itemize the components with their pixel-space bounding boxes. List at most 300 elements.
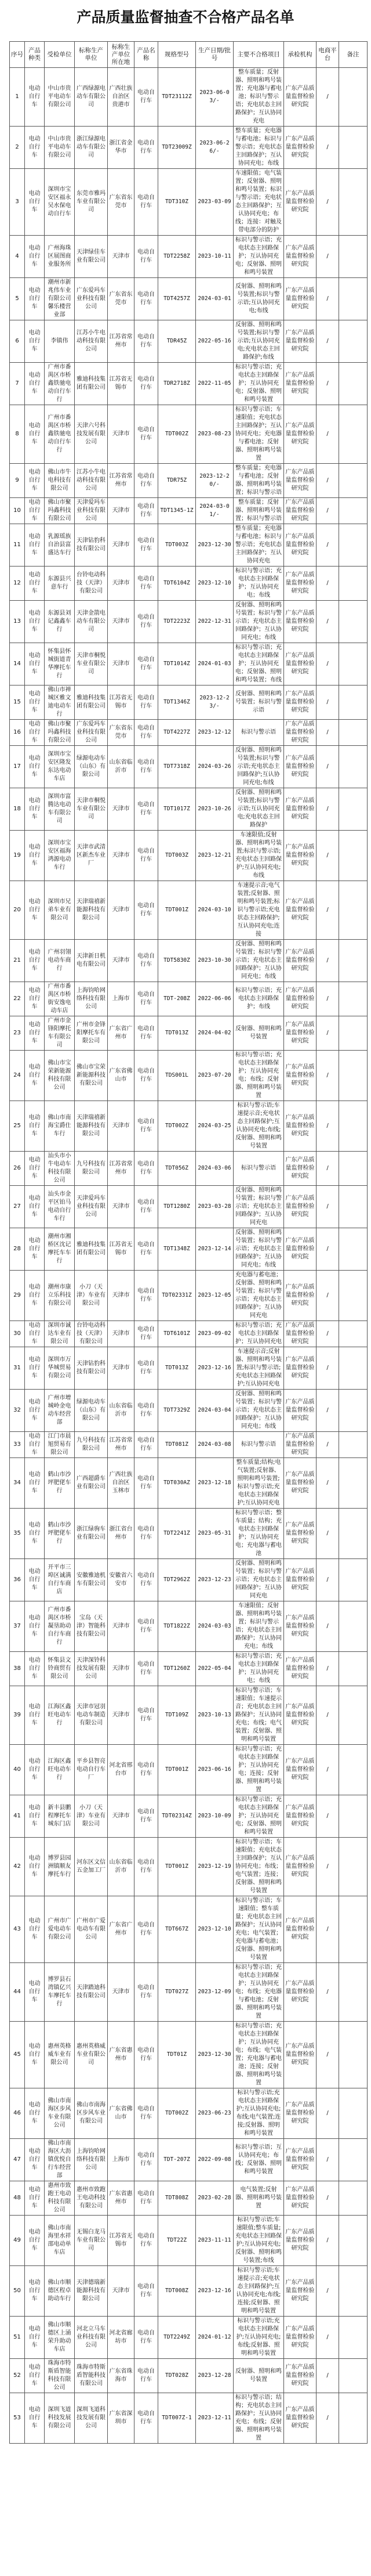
column-header-inspected-unit: 受检单位	[45, 42, 75, 68]
cell-producer-location: 江苏省无锡市	[108, 2216, 134, 2266]
cell-testing-agency: 广东产品质量监督检验研究院	[284, 2181, 317, 2216]
cell-testing-agency: 广东产品质量监督检验研究院	[284, 2359, 317, 2393]
cell-category: 电动自行车	[25, 1432, 45, 1458]
cell-model: TDT7329Z	[158, 1390, 196, 1432]
cell-producer-location: 广东省东莞市	[108, 169, 134, 236]
cell-category: 电动自行车	[25, 2266, 45, 2317]
cell-production-date: 2023-12-10	[196, 567, 234, 601]
cell-remark	[339, 2359, 368, 2393]
cell-ecommerce-platform: /	[317, 127, 339, 169]
cell-nonconforming-items: 标识与警示语；充电状态主回路保护；互认协同充电；布线	[234, 1652, 284, 1686]
cell-nonconforming-items: 车速提示音;反射器、照明和鸣号装置;标识与警示语;充电状态主回路保护;互认协同充电	[234, 1347, 284, 1390]
cell-category: 电动自行车	[25, 746, 45, 788]
cell-model: TDT013Z	[158, 1347, 196, 1390]
cell-product-name: 电动自行车	[134, 643, 158, 686]
table-row	[10, 1838, 368, 1896]
cell-nonconforming-items: 标识与警示语；互认协同充电；布线；反射器、照明和鸣号装置	[234, 2139, 284, 2181]
cell-nonconforming-items: 标识与警示语;充电状态主回路保护;互认协同充电;布线;反射器、照明和鸣号装置	[234, 2317, 284, 2359]
cell-product-name: 电动自行车	[134, 2317, 158, 2359]
table-row	[10, 464, 368, 498]
cell-category: 电动自行车	[25, 1601, 45, 1652]
cell-producer-location: 广东省佛山市	[108, 2088, 134, 2139]
cell-seq: 12	[10, 567, 25, 601]
cell-producer-location: 天津市	[108, 1101, 134, 1152]
cell-testing-agency: 广东产品质量监督检验研究院	[284, 1390, 317, 1432]
table-row	[10, 1228, 368, 1271]
cell-testing-agency: 广东产品质量监督检验研究院	[284, 1101, 317, 1152]
cell-nonconforming-items: 反射器、照明和鸣号装置;标识与警示语;充电状态主回路保护;互认协同充电;布线	[234, 746, 284, 788]
cell-inspected-unit: 广州市金锋阳摩托车有限公司	[45, 1016, 75, 1051]
cell-production-date: 2024-03-01	[196, 278, 234, 320]
cell-remark	[339, 686, 368, 720]
cell-category: 电动自行车	[25, 2022, 45, 2088]
cell-testing-agency: 广东产品质量监督检验研究院	[284, 643, 317, 686]
table-row	[10, 2181, 368, 2216]
cell-producer: 广州市广爱电动车有限公司	[75, 1896, 108, 1963]
cell-production-date: 2023-07-20	[196, 1051, 234, 1101]
cell-producer-location: 广东省惠州市	[108, 2022, 134, 2088]
cell-seq: 5	[10, 278, 25, 320]
cell-model: TDT01Z	[158, 2022, 196, 2088]
table-row	[10, 1101, 368, 1152]
cell-producer-location: 河北省廊坊市	[108, 2317, 134, 2359]
cell-remark	[339, 1652, 368, 1686]
cell-inspected-unit: 博罗县石湾镇亿兴车摩托车行	[45, 1963, 75, 2022]
cell-remark	[339, 1321, 368, 1347]
cell-seq: 20	[10, 881, 25, 940]
cell-seq: 43	[10, 1896, 25, 1963]
cell-inspected-unit: 深圳市富腾达电动车有限公司	[45, 788, 75, 831]
cell-product-name: 电动自行车	[134, 1686, 158, 1745]
cell-producer: 天津踏迪科技有限公司	[75, 1963, 108, 2022]
cell-ecommerce-platform: /	[317, 1186, 339, 1228]
cell-category: 电动自行车	[25, 1271, 45, 1321]
cell-nonconforming-items: 标识与警示语	[234, 720, 284, 746]
cell-producer: 天津市武清区新杰车业厂	[75, 831, 108, 881]
cell-production-date: 2024-04-02	[196, 1016, 234, 1051]
cell-producer: 无锡白龙马车业有限公司	[75, 2216, 108, 2266]
cell-producer: 广西超爵车业有限公司	[75, 1458, 108, 1509]
cell-product-name: 电动自行车	[134, 405, 158, 464]
cell-producer-location: 安徽省六安市	[108, 1559, 134, 1601]
cell-producer-location: 广东省惠州市	[108, 2181, 134, 2216]
cell-seq: 37	[10, 1601, 25, 1652]
cell-model: TDT109Z	[158, 1686, 196, 1745]
cell-model: TDT7318Z	[158, 746, 196, 788]
cell-seq: 21	[10, 940, 25, 982]
cell-testing-agency: 广东产品质量监督检验研究院	[284, 405, 317, 464]
cell-seq: 34	[10, 1458, 25, 1509]
table-row	[10, 524, 368, 567]
table-row	[10, 1795, 368, 1838]
cell-producer: 上海钧哈网络科技有限公司	[75, 2139, 108, 2181]
cell-testing-agency: 广东产品质量监督检验研究院	[284, 1458, 317, 1509]
cell-seq: 49	[10, 2216, 25, 2266]
cell-inspected-unit: 潮州市康立乐科技有限公司	[45, 1271, 75, 1321]
cell-nonconforming-items: 标识与警示语；充电状态主回路保护；布线	[234, 982, 284, 1016]
cell-category: 电动自行车	[25, 1745, 45, 1795]
cell-seq: 22	[10, 982, 25, 1016]
cell-remark	[339, 405, 368, 464]
cell-remark	[339, 1432, 368, 1458]
cell-product-name: 电动自行车	[134, 278, 158, 320]
cell-ecommerce-platform: /	[317, 363, 339, 405]
cell-producer-location: 广西壮族自治区 贵港市	[108, 68, 134, 127]
cell-seq: 47	[10, 2139, 25, 2181]
cell-model: TDT081Z	[158, 1432, 196, 1458]
cell-seq: 1	[10, 68, 25, 127]
cell-production-date: 2024-03-08	[196, 1432, 234, 1458]
cell-seq: 42	[10, 1838, 25, 1896]
cell-ecommerce-platform: /	[317, 788, 339, 831]
cell-producer-location: 浙江省金华市	[108, 127, 134, 169]
cell-production-date: 2023-10-13	[196, 1686, 234, 1745]
cell-producer: 东莞市雅玛车业有限公司	[75, 169, 108, 236]
table-row	[10, 2317, 368, 2359]
cell-producer: 惠州市致跑王电动科技有限公司	[75, 2181, 108, 2216]
cell-model: TDT4257Z	[158, 278, 196, 320]
cell-remark	[339, 1016, 368, 1051]
cell-ecommerce-platform: /	[317, 1432, 339, 1458]
table-row	[10, 1652, 368, 1686]
cell-model: TDT013Z	[158, 1016, 196, 1051]
cell-inspected-unit: 东源县刘记鑫鑫车行	[45, 601, 75, 643]
cell-remark	[339, 68, 368, 127]
table-row	[10, 982, 368, 1016]
cell-producer: 小刀（天津）车业有限公司	[75, 1271, 108, 1321]
cell-product-name: 电动自行车	[134, 1390, 158, 1432]
cell-producer-location: 天津市	[108, 1795, 134, 1838]
cell-model: TDT808Z	[158, 2181, 196, 2216]
cell-producer: 天津钻豹科技有限公司	[75, 524, 108, 567]
cell-inspected-unit: 新丰县鹏程摩托车城东门店	[45, 1795, 75, 1838]
cell-testing-agency: 广东产品质量监督检验研究院	[284, 1016, 317, 1051]
cell-producer: 珠海市特斯盾智能科技有限公司	[75, 2359, 108, 2393]
cell-inspected-unit: 佛山市禅城区雅文迪电动车行	[45, 686, 75, 720]
column-header-production-date: 生产日期/批号	[196, 42, 234, 68]
cell-category: 电动自行车	[25, 686, 45, 720]
cell-ecommerce-platform: /	[317, 524, 339, 567]
cell-nonconforming-items: 反射器、照明和鸣号装置；标识与警示语；充电状态主回路保护；互认协同充电；布线	[234, 1390, 284, 1432]
table-row	[10, 169, 368, 236]
cell-product-name: 电动自行车	[134, 1509, 158, 1559]
table-row	[10, 1745, 368, 1795]
cell-producer-location: 天津市	[108, 1652, 134, 1686]
cell-testing-agency: 广东产品质量监督检验研究院	[284, 278, 317, 320]
cell-seq: 44	[10, 1963, 25, 2022]
cell-remark	[339, 720, 368, 746]
cell-testing-agency: 广东产品质量监督检验研究院	[284, 720, 317, 746]
table-row	[10, 788, 368, 831]
cell-producer-location: 天津市	[108, 1601, 134, 1652]
cell-remark	[339, 1963, 368, 2022]
cell-remark	[339, 1271, 368, 1321]
cell-remark	[339, 169, 368, 236]
cell-remark	[339, 236, 368, 278]
cell-testing-agency: 广东产品质量监督检验研究院	[284, 320, 317, 363]
cell-production-date: 2023-12-18	[196, 1458, 234, 1509]
cell-model: TDT667Z	[158, 1896, 196, 1963]
cell-category: 电动自行车	[25, 320, 45, 363]
cell-producer-location: 江苏省无锡市	[108, 1228, 134, 1271]
cell-ecommerce-platform: /	[317, 2216, 339, 2266]
cell-remark	[339, 567, 368, 601]
cell-product-name: 电动自行车	[134, 1652, 158, 1686]
cell-producer: 广西绿源电动车有限公司	[75, 68, 108, 127]
cell-ecommerce-platform: /	[317, 2393, 339, 2444]
cell-producer: 河东区文信五金加工厂	[75, 1838, 108, 1896]
cell-remark	[339, 2393, 368, 2444]
cell-seq: 3	[10, 169, 25, 236]
cell-producer: 平乡县智亮电动自行车厂	[75, 1745, 108, 1795]
cell-model: TDT6101Z	[158, 1321, 196, 1347]
cell-ecommerce-platform: /	[317, 1347, 339, 1390]
cell-ecommerce-platform: /	[317, 1152, 339, 1186]
cell-remark	[339, 1347, 368, 1390]
cell-producer-location: 天津市	[108, 1963, 134, 2022]
cell-nonconforming-items: 标识与警示语；充电状态主回路保护；互认协同充电；布线；电气装置；充电器与蓄电池；连接；反射器、照明和鸣号装置	[234, 2022, 284, 2088]
cell-testing-agency: 广东产品质量监督检验研究院	[284, 363, 317, 405]
cell-production-date: 2023-10-30	[196, 940, 234, 982]
cell-ecommerce-platform: /	[317, 1652, 339, 1686]
table-row	[10, 1186, 368, 1228]
cell-production-date: 2022-11-05	[196, 363, 234, 405]
cell-ecommerce-platform: /	[317, 686, 339, 720]
cell-remark	[339, 1795, 368, 1838]
cell-product-name: 电动自行车	[134, 1795, 158, 1838]
cell-production-date: 2023-12-19	[196, 1838, 234, 1896]
cell-inspected-unit: 怀集县文铃商贸有限公司	[45, 1652, 75, 1686]
cell-ecommerce-platform: /	[317, 236, 339, 278]
cell-testing-agency: 广东产品质量监督检验研究院	[284, 1321, 317, 1347]
cell-nonconforming-items: 反射器、照明和鸣号装置	[234, 1016, 284, 1051]
cell-product-name: 电动自行车	[134, 68, 158, 127]
cell-production-date: 2022-06-06	[196, 982, 234, 1016]
cell-seq: 31	[10, 1347, 25, 1390]
cell-seq: 23	[10, 1016, 25, 1051]
cell-producer-location: 浙江省台州市	[108, 1509, 134, 1559]
cell-inspected-unit: 佛山市牛电科技有限公司	[45, 464, 75, 498]
cell-production-date: 2023-03-28	[196, 1186, 234, 1228]
cell-producer: 广东爱玛车业科技有限公司	[75, 720, 108, 746]
cell-product-name: 电动自行车	[134, 2088, 158, 2139]
cell-seq: 18	[10, 788, 25, 831]
cell-nonconforming-items: 反射器、照明和鸣号装置；标识与警示语；充电状态主回路保护；互认协同充电；布线	[234, 601, 284, 643]
table-row	[10, 746, 368, 788]
cell-testing-agency: 广东产品质量监督检验研究院	[284, 2022, 317, 2088]
cell-ecommerce-platform: /	[317, 1321, 339, 1347]
cell-product-name: 电动自行车	[134, 1896, 158, 1963]
cell-production-date: 2023-10-11	[196, 236, 234, 278]
cell-category: 电动自行车	[25, 1228, 45, 1271]
table-row	[10, 601, 368, 643]
cell-product-name: 电动自行车	[134, 940, 158, 982]
cell-product-name: 电动自行车	[134, 2266, 158, 2317]
cell-ecommerce-platform: /	[317, 720, 339, 746]
cell-remark	[339, 881, 368, 940]
table-row	[10, 1509, 368, 1559]
cell-category: 电动自行车	[25, 2139, 45, 2181]
cell-production-date: 2023-12-23/-	[196, 686, 234, 720]
table-row	[10, 567, 368, 601]
cell-testing-agency: 广东产品质量监督检验研究院	[284, 1559, 317, 1601]
table-row	[10, 643, 368, 686]
cell-production-date: 2024-03-01/-	[196, 498, 234, 524]
cell-producer: 江苏小牛电动科技有限公司	[75, 320, 108, 363]
cell-model: TDT002Z	[158, 1101, 196, 1152]
cell-inspected-unit: 开平市三埠区诚满自行车商店	[45, 1559, 75, 1601]
table-row	[10, 2088, 368, 2139]
cell-remark	[339, 2266, 368, 2317]
cell-product-name: 电动自行车	[134, 1186, 158, 1228]
cell-testing-agency: 广东产品质量监督检验研究院	[284, 2317, 317, 2359]
cell-producer-location: 天津市	[108, 498, 134, 524]
cell-producer-location: 天津市	[108, 1347, 134, 1390]
cell-ecommerce-platform: /	[317, 2266, 339, 2317]
cell-producer-location: 天津市	[108, 2266, 134, 2317]
cell-producer: 雅迪科技集团有限公司	[75, 1228, 108, 1271]
cell-inspected-unit: 佛山市聚玛鑫科技有限公司	[45, 720, 75, 746]
cell-inspected-unit: 广州市增城岭金电动车经营部	[45, 1390, 75, 1432]
cell-nonconforming-items: 充电器与蓄电池；反射器、照明和鸣号装置；标识与警示语；充电状态主回路保护；互认协同充电	[234, 1271, 284, 1321]
cell-nonconforming-items: 整车质量；充电器与蓄电池；标识与警示语；充电状态主回路保护；互认协同充电	[234, 524, 284, 567]
cell-remark	[339, 2022, 368, 2088]
cell-ecommerce-platform: /	[317, 1458, 339, 1509]
table-row	[10, 940, 368, 982]
cell-testing-agency: 广东产品质量监督检验研究院	[284, 1271, 317, 1321]
cell-product-name: 电动自行车	[134, 1347, 158, 1390]
cell-ecommerce-platform: /	[317, 1838, 339, 1896]
cell-remark	[339, 363, 368, 405]
cell-producer: 天津新日机电有限公司	[75, 940, 108, 982]
cell-production-date: 2024-03-04	[196, 1390, 234, 1432]
cell-seq: 52	[10, 2359, 25, 2393]
table-row	[10, 1152, 368, 1186]
cell-seq: 38	[10, 1652, 25, 1686]
column-header-remark: 备注	[339, 42, 368, 68]
cell-testing-agency: 广东产品质量监督检验研究院	[284, 68, 317, 127]
cell-testing-agency: 广东产品质量监督检验研究院	[284, 236, 317, 278]
cell-product-name: 电动自行车	[134, 1321, 158, 1347]
cell-producer: 天津钻豹科技有限公司	[75, 1347, 108, 1390]
cell-seq: 2	[10, 127, 25, 169]
cell-nonconforming-items: 标识与警示语；车速限值；整车质量；充电状态主回路保护；互认协同充电；电气装置；充电器与蓄电池；反射器、照明和鸣号装置	[234, 1896, 284, 1963]
cell-producer-location: 天津市	[108, 1271, 134, 1321]
cell-remark	[339, 1686, 368, 1745]
cell-category: 电动自行车	[25, 1963, 45, 2022]
table-row	[10, 1963, 368, 2022]
cell-category: 电动自行车	[25, 2359, 45, 2393]
cell-product-name: 电动自行车	[134, 1838, 158, 1896]
cell-model: TDT02331Z	[158, 1271, 196, 1321]
cell-inspected-unit: 珠海市特斯盾智能科技有限公司	[45, 2359, 75, 2393]
table-row	[10, 831, 368, 881]
cell-producer-location: 天津市	[108, 601, 134, 643]
cell-inspected-unit: 深圳市诚达车业有限公司	[45, 1321, 75, 1347]
cell-model: TDT027Z	[158, 1963, 196, 2022]
table-row	[10, 1601, 368, 1652]
cell-inspected-unit: 广州羽翎电动车商行	[45, 940, 75, 982]
cell-producer: 天津绿佳车业有限公司	[75, 236, 108, 278]
cell-testing-agency: 广东产品质量监督检验研究院	[284, 1896, 317, 1963]
cell-nonconforming-items: 标识与警示语；充电状态主回路保护；互认协同充电；反射器、照明和鸣号装置；布线	[234, 643, 284, 686]
cell-producer-location: 江苏省常州市	[108, 464, 134, 498]
cell-inspected-unit: 汕头市金平区铂马电动自行车行	[45, 1186, 75, 1228]
cell-product-name: 电动自行车	[134, 788, 158, 831]
cell-producer-location: 山东省临沂市	[108, 1838, 134, 1896]
cell-producer-location: 天津市	[108, 788, 134, 831]
cell-nonconforming-items: 标识与警示语；充电状态主回路保护；互认协同充电；反射器、照明和鸣号装置	[234, 236, 284, 278]
table-row	[10, 127, 368, 169]
cell-product-name: 电动自行车	[134, 2359, 158, 2393]
cell-product-name: 电动自行车	[134, 1016, 158, 1051]
cell-category: 电动自行车	[25, 1101, 45, 1152]
cell-production-date: 2024-01-12	[196, 2317, 234, 2359]
cell-category: 电动自行车	[25, 68, 45, 127]
cell-ecommerce-platform: /	[317, 498, 339, 524]
table-row	[10, 1458, 368, 1509]
cell-nonconforming-items: 标识与警示语	[234, 1152, 284, 1186]
cell-ecommerce-platform: /	[317, 1745, 339, 1795]
cell-nonconforming-items: 反射器、照明和鸣号装置；标识与警示语	[234, 686, 284, 720]
cell-production-date: 2023-12-21	[196, 831, 234, 881]
cell-nonconforming-items: 反射器、照明和鸣号装置	[234, 2359, 284, 2393]
table-header-row	[10, 42, 368, 68]
cell-remark	[339, 464, 368, 498]
cell-model: TDT5830Z	[158, 940, 196, 982]
cell-remark	[339, 2139, 368, 2181]
cell-testing-agency: 广东产品质量监督检验研究院	[284, 1051, 317, 1101]
cell-ecommerce-platform: /	[317, 169, 339, 236]
cell-category: 电动自行车	[25, 601, 45, 643]
cell-seq: 17	[10, 746, 25, 788]
cell-seq: 48	[10, 2181, 25, 2216]
cell-inspected-unit: 深圳市宝安区福海鸿源电动车行	[45, 831, 75, 881]
column-header-ecommerce-platform: 电商平台	[317, 42, 339, 68]
cell-model: TDS001L	[158, 1051, 196, 1101]
cell-model: TDT4227Z	[158, 720, 196, 746]
cell-category: 电动自行车	[25, 498, 45, 524]
cell-production-date: 2023-06-23	[196, 2088, 234, 2139]
cell-product-name: 电动自行车	[134, 1152, 158, 1186]
cell-product-name: 电动自行车	[134, 1432, 158, 1458]
cell-model: TDT6104Z	[158, 567, 196, 601]
table-row	[10, 1016, 368, 1051]
cell-model: TDT-208Z	[158, 982, 196, 1016]
cell-producer-location: 广东省佛山市	[108, 1051, 134, 1101]
cell-producer: 雅迪科技集团有限公司	[75, 363, 108, 405]
cell-model: TDR2718Z	[158, 363, 196, 405]
cell-product-name: 电动自行车	[134, 2393, 158, 2444]
cell-inspected-unit: 中山市贵平电动车有限公司	[45, 68, 75, 127]
cell-nonconforming-items: 标识与警示语；结构；充电状态主回路保护；互认协同充电；布线；反射器、照明和鸣号装置	[234, 2393, 284, 2444]
cell-nonconforming-items: 标识与警示语;充电状态主回路保护;互认协同充电;布线;电气装置;连接;反射器、照明和鸣号装置	[234, 2088, 284, 2139]
cell-remark	[339, 1390, 368, 1432]
cell-seq: 32	[10, 1390, 25, 1432]
cell-producer: 天津瑞禧新能源科技有限公司	[75, 881, 108, 940]
cell-product-name: 电动自行车	[134, 686, 158, 720]
cell-production-date: 2024-03-10	[196, 881, 234, 940]
cell-producer: 上海钧哈网络科技有限公司	[75, 982, 108, 1016]
cell-category: 电动自行车	[25, 1152, 45, 1186]
cell-seq: 50	[10, 2266, 25, 2317]
cell-model: TDT002Z	[158, 2088, 196, 2139]
cell-testing-agency: 广东产品质量监督检验研究院	[284, 2216, 317, 2266]
cell-category: 电动自行车	[25, 1390, 45, 1432]
cell-testing-agency: 广东产品质量监督检验研究院	[284, 601, 317, 643]
cell-producer: 天津六号科技发展有限公司	[75, 405, 108, 464]
cell-production-date: 2023-11-11	[196, 2216, 234, 2266]
